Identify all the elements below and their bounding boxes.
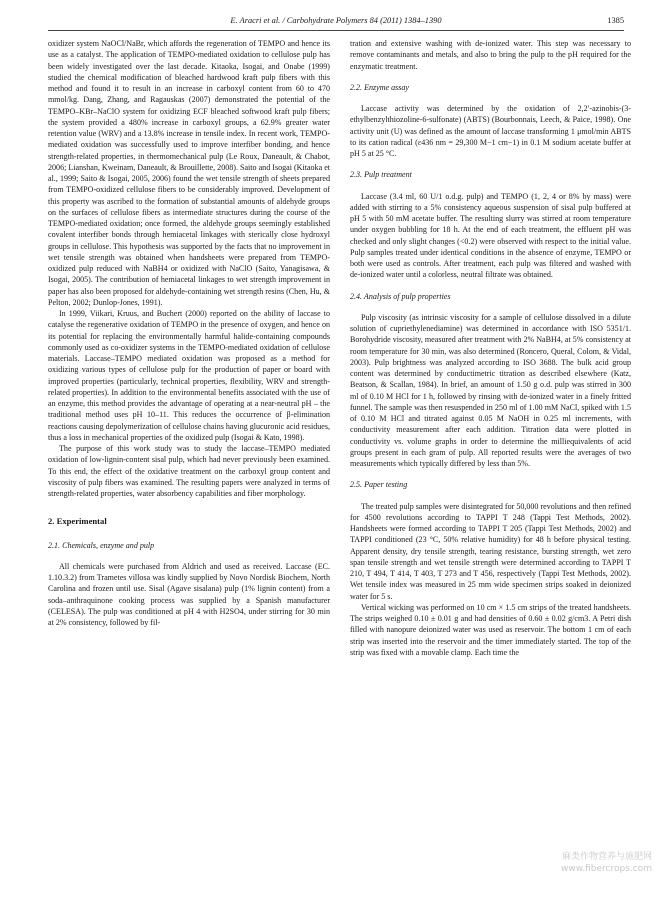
watermark: [561, 851, 652, 875]
pulp-analysis-paragraph: Pulp viscosity (as intrinsic viscosity for a sample of cellulose dissolved in a dilute solution of cupriethylenediamine) was determined in accordance with ISO 5351/1. Borohydride viscosity, measured after treatment with 2% NaBH4, at 5% consistency at room temperature for 30 min, was also determined (Roncero, Queral, Colom, & Vidal, 2003). Pulp brightness was analyzed according to ISO 3688. The bulk acid group content was determined by conductimetric titration as described elsewhere (Katz, Beatson, & Scallan, 1984). In brief, an amount of 1.50 g o.d. pulp was stirred in 300 ml of 0.10 M HCl for 1 h, followed by rinsing with de-ionized water in a finely fritted funnel. The sample was then resuspended in 250 ml of 1.00 mM NaCl, spiked with 1.5 of 0.10 M HCl and titrated against 0.05 M NaOH in 0.25 ml increments, with conductivity measurement after each addition. Titration data were plotted in conductivity vs. volume graphs in order to determine the milliequivalents of acid groups present in each gram of pulp. All reported results were the averages of two measurements which typically differed by less than 5%.: [350, 312, 631, 468]
watermark-chinese: 麻类作物营养与施肥网: [561, 852, 652, 862]
enzyme-assay-paragraph: Laccase activity was determined by the oxidation of 2,2′-azinobis-(3-ethylbenzylthiozoline-6-sulfonate) (ABTS) (Bourbonnais, Leech, & Paice, 1998). One activity unit (U) was defined as the amount of laccase transforming 1 μmol/min ABTS to its cation radical (ε436 nm = 29,300 M−1 cm−1) in 0.1 M sodium acetate buffer at pH 5 at 25 °C.: [350, 104, 631, 158]
page-number: 1385: [607, 16, 624, 25]
section-heading-experimental: 2. Experimental: [48, 516, 107, 527]
left-column: [48, 38, 330, 628]
chemicals-paragraph: All chemicals were purchased from Aldrich and used as received. Laccase (EC. 1.10.3.2) from Trametes villosa was kindly supplied by Novo Nordisk Biochem, North Carolina and frozen until use. Sisal (Agave sisalana) pulp (1% lignin content) from a soda–anthraquinone cooking process was supplied by a Spanish manufacturer (CELESA). The pulp was conditioned at pH 4 with H2SO4, under stirring for 30 min at 2% consistency, followed by fil-: [48, 561, 330, 627]
subsection-heading-pulp-treatment: 2.3. Pulp treatment: [350, 170, 412, 180]
chemicals-paragraph-continued: tration and extensive washing with de-ionized water. This step was necessary to remove contaminants and metals, and also to bring the pulp to the pH required for the enzymatic treatment.: [350, 39, 631, 71]
intro-paragraph-3: The purpose of this work study was to study the laccase–TEMPO mediated oxidation of low-lignin-content sisal pulp, which had never previously been examined. To this end, the effect of the oxidative treatment on the carboxyl group content and viscosity of pulp fibers was examined. The resulting papers were analyzed in terms of strength-related properties, water absorbency capabilities and fiber morphology.: [48, 444, 330, 498]
header-rule: [48, 30, 624, 31]
subsection-heading-pulp-analysis: 2.4. Analysis of pulp properties: [350, 291, 451, 301]
pulp-treatment-paragraph: Laccase (3.4 ml, 60 U/1 o.d.g. pulp) and TEMPO (1, 2, 4 or 8% by mass) were added with stirring to a 5% consistency aqueous suspension of sisal pulp buffered at pH 5 with 50 mM acetate buffer. The resulting slurry was stirred at room temperature under oxygen bubbling for 18 h. At the end of each treatment, the effluent pH was checked and only slight changes (<0.2) were observed with respect to the initial value. Pulp samples treated under identical conditions in the absence of enzyme, TEMPO or both were used as controls. After treatment, each pulp was filtered and washed with de-ionized water until a colorless, neutral filtrate was obtained.: [350, 191, 631, 280]
right-column: [350, 38, 631, 658]
journal-citation: E. Aracri et al. / Carbohydrate Polymers 84 (2011) 1384–1390: [230, 16, 442, 25]
subsection-heading-chemicals: 2.1. Chemicals, enzyme and pulp: [48, 540, 155, 550]
watermark-url: www.fibercrops.com: [561, 864, 652, 874]
intro-paragraph-1: oxidizer system NaOCl/NaBr, which affords the regeneration of TEMPO and hence its use as a catalyst. The application of TEMPO-mediated oxidation to cellulose pulp has been widely investigated over the last decade. Kitaoka, Isogai, and Onabe (1999) studied the chemical modification of bleached hardwood kraft pulp fibers with this method and found it to result in an increase in carboxyl content from 60 to 470 mmol/kg. Dang, Zhang, and Ragauskas (2007) demonstrated the potential of the TEMPO–KBr–NaClO system for oxidizing ECF bleached softwood kraft pulp fibers; the system provided a 480% increase in carboxyl groups, a 62.9% greater water retention value (WRV) and a 13.8% increase in tensile index. In recent work, TEMPO-mediated oxidation was successfully used to improve interfiber bonding, and hence strength-related properties, in thermomechanical pulp (Le Roux, Daneault, & Chabot, 2006; Lianshan, Kweinam, Daneault, & Brouillette, 2008). Saito and Isogai (Kitaoka et al., 1999; Saito & Isogai, 2005, 2006) found the wet tensile strength of sheets prepared from TEMPO-oxidized cellulose fibers to be considerably improved. Development of this property was ascribed to the formation of substantial amounts of aldehyde groups on the surfaces of cellulose fibers as intermediate structures during the course of the TEMPO-mediated oxidation; once formed, the aldehyde groups seemingly established covalent interfiber bonds through hemiacetal linkages with sterically close hydroxyl groups in cellulose. This hypothesis was supported by the facts that no improvement in wet tensile strength was obtained when handsheets were prepared from TEMPO-oxidized pulp reduced with NaBH4 or oxidized with NaClO (Saito, Yanagisawa, & Isogai, 2005). The contribution of hemiacetal linkages to wet strength improvement in paper has also been proposed for aldehyde-containing wet strength resins (Chen, Hu, & Pelton, 2002; Dunlop-Jones, 1991).: [48, 39, 330, 307]
paper-testing-paragraph-2: Vertical wicking was performed on 10 cm × 1.5 cm strips of the treated handsheets. The strips weighed 0.10 ± 0.01 g and had densities of 0.60 ± 0.02 g/cm3. A Petri dish filled with nanopure deionized water was used as reservoir. The bottom 1 cm of each strip was inserted into the reservoir and the timer immediately started. The top of the strip was fixed with a movable clamp. Each time the: [350, 602, 631, 657]
paper-testing-paragraph-1: The treated pulp samples were disintegrated for 50,000 revolutions and then refined for 4500 revolutions according to TAPPI T 248 (Tappi Test Methods, 2002). Handsheets were formed according to TAPPI T 205 (Tappi Test Methods, 2002) and TAPPI conditioned (23 °C, 50% relative humidity) for 48 h before physical testing. Apparent density, dry tensile strength, tearing resistance, bursting strength, wet zero span tensile strength and wet tensile strength were determined according to TAPPI T 210, T 494, T 414, T 403, T 273 and T 456, respectively (Tappi Test Methods, 2002). Wet tensile index was measured in 25 mm wide specimen strips soaked in deionized water for 5 s.: [350, 501, 631, 601]
subsection-heading-enzyme-assay: 2.2. Enzyme assay: [350, 82, 409, 92]
subsection-heading-paper-testing: 2.5. Paper testing: [350, 480, 408, 490]
intro-paragraph-2: In 1999, Viikari, Kruus, and Buchert (2000) reported on the ability of laccase to catalyse the regenerative oxidation of TEMPO in the presence of oxygen, and hence on its potential for replacing the environmentally harmful halide-containing compounds commonly used as co-oxidizer systems in the TEMPO-mediated oxidation of cellulose materials. Laccase–TEMPO mediated oxidation was proposed as a method for oxidizing various types of cellulose pulp for the production of paper or board with improved properties (particularly, technical properties, flexibility, WRV and strength-related properties). In addition to the environmental benefits associated with the use of an enzyme, this method provides the advantage of operating at a near-neutral pH – the traditional method uses pH 10–11. This reduces the occurrence of β-elimination reactions causing depolymerization of cellulose chains having glucuronic acid residues, thus a loss in mechanical properties of the oxidized pulp (Isogai & Kato, 1998).: [48, 309, 330, 442]
